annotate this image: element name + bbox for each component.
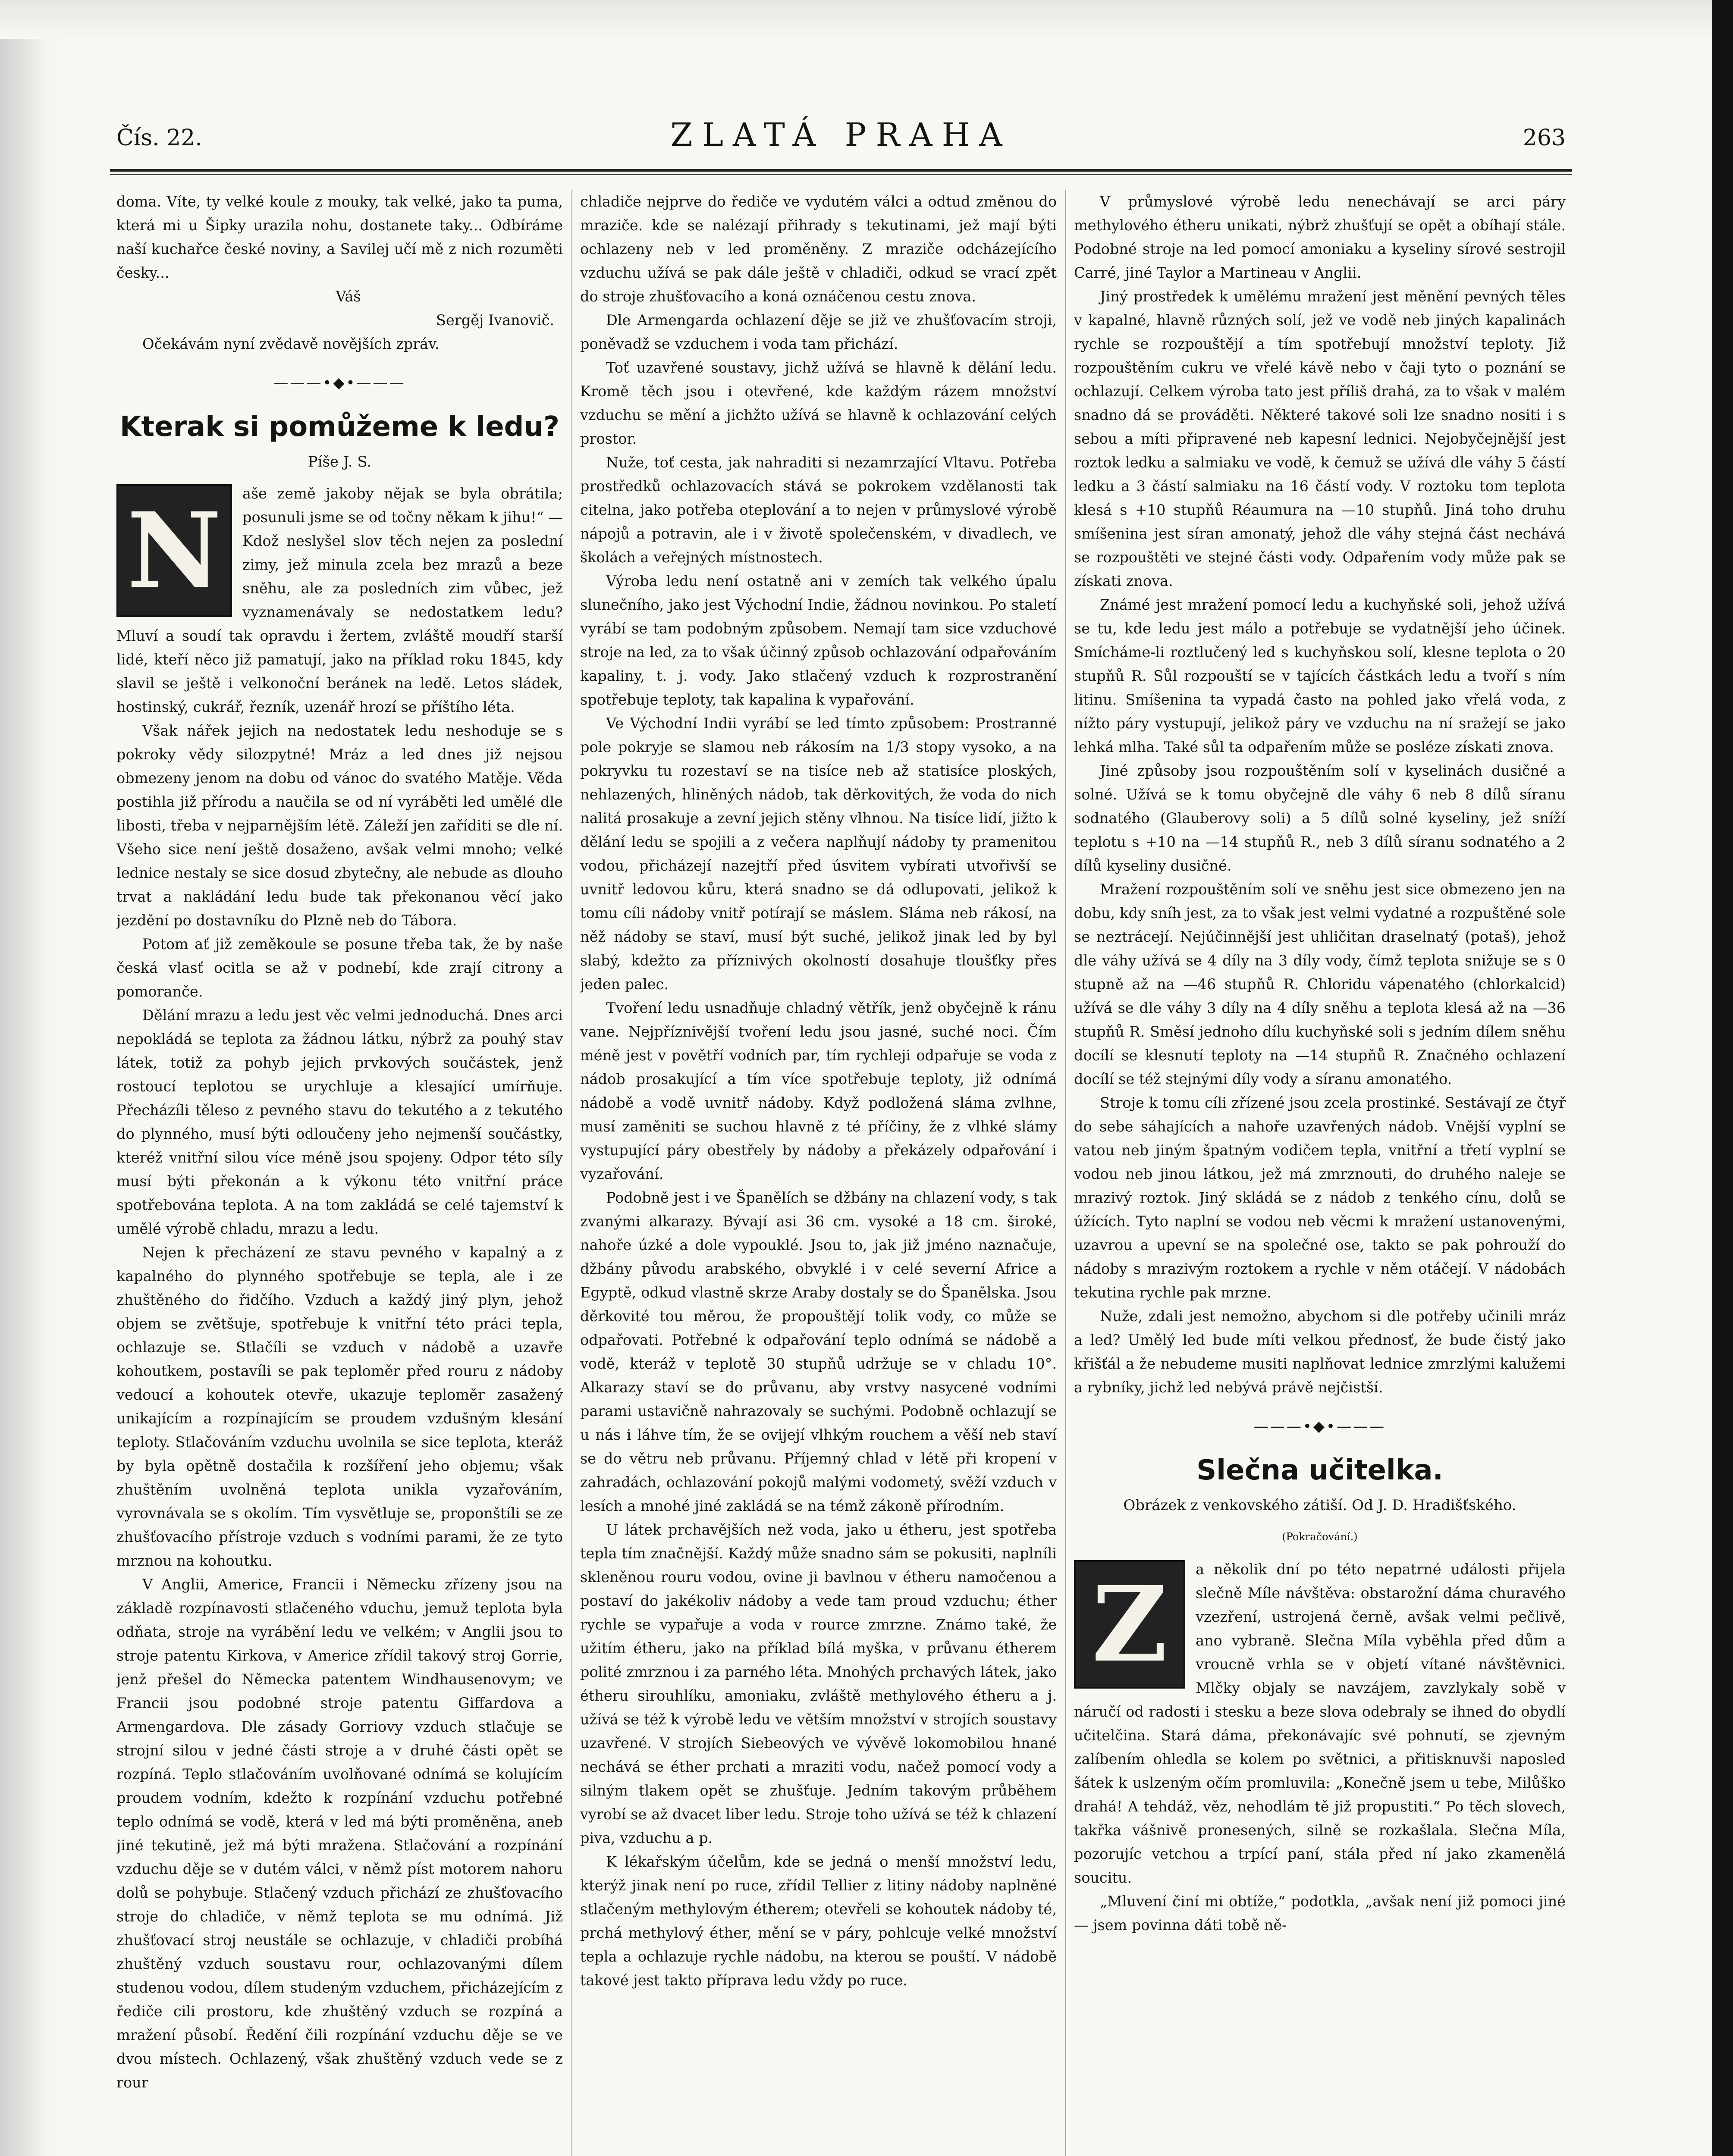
column-1 [116,190,563,2156]
header-rule [110,169,1572,172]
article-title: Kterak si pomůžeme k ledu? [119,411,560,443]
article-paragraph: Podobně jest i ve Španělích se džbány na chlazení vody, s tak zvanými alkarazy. Bývají asi 36 cm. vysoké a 18 cm. široké, nahoře úzké a dole vypouklé. Jsou to, jak již jméno naznačuje, džbány původu arabského, obvyklé i v celé severní Africe a Egyptě, odkud vlastně skrze Araby dostaly se do Španělska. Jsou děrkovité tou měrou, že propouštějí tolik vody, co může se odpařovati. Potřebné k odpařování teplo odnímá se nádobě a vodě, kteráž v teplotě 30 stupňů udržuje se v chladu 10°. Alkarazy staví se do průvanu, aby vrstvy nasycené vodními parami ustavičně nahrazovaly se suchými. Podobně ochlazují se u nás i láhve tím, že se ovijejí vlhkým rouchem a věší neb staví se do větru neb průvanu. Příjemný chlad v létě při kropení v zahradách, ochlazování pokojů malými vodometý, svěží vzduch v lesích a mnohé jiné zakládá se na témž zákoně přírodním. [580,1189,1057,1514]
letter-signature-salutation: Váš [336,288,361,305]
story-title: Slečna učitelka. [1196,1454,1443,1486]
article-paragraph: Nuže, toť cesta, jak nahraditi si nezamrzající Vltavu. Potřeba prostředků ochlazovacích stává se pokrokem vzdělanosti tak citelna, jako potřeba oteplování a to nejen v průmyslové výrobě nápojů a potravin, ale i v životě společenském, v divadlech, ve školách a veřejných místnostech. [580,454,1057,566]
story-byline: Obrázek z venkovského zátiší. Od J. D. Hradišťského. [1123,1497,1516,1514]
article-paragraph: Dle Armengarda ochlazení děje se již ve zhušťovacím stroji, poněvadž se vzduchem i voda tam přichází. [580,312,1057,352]
article-paragraph: Potom ať již zeměkoule se posune třeba tak, že by naše česká vlasť ocitla se až v podnebí, kde zrají citrony a pomoranče. [116,936,563,1000]
article-paragraph: Výroba ledu není ostatně ani v zemích tak velkého úpalu slunečního, jako jest Východní Indie, žádnou novinkou. Po staletí vyrábí se tam podobným způsobem. Nemají tam sice vzduchové stroje na led, za to však účinný způsob ochlazování odpařováním kapaliny, t. j. vody. Jako stlačený vzduch k rozprostranění spotřebuje teploty, tak kapalina k vypařování. [580,573,1057,708]
article-paragraph: chladiče nejprve do řediče ve vydutém válci a odtud změnou do mraziče. kde se nalézají přihrady s tekutinami, jež mají býti ochlazeny neb v led proměněny. Z mraziče odcházejícího vzduchu užívá se pak dále ještě v chladiči, odkud se vrací zpět do stroje zhušťovacího a koná oznáčenou cestu znova. [580,193,1057,305]
ornamental-initial [1074,1560,1185,1689]
ornamental-initial-letter: Z [1092,1564,1168,1685]
header-rule-thin [110,174,1572,175]
article-paragraph: U látek prchavějších než voda, jako u étheru, jest spotřeba tepla tím značnější. Každý může snadno sám se pokusiti, naplníli skleněnou rouru vodou, ovine ji bavlnou v étheru namočenou a postaví do jakékoliv nádoby a vede tam proud vzduchu; éther rychle se vypařuje a voda v rource zmrzne. Známo také, že užitím étheru, jako na příklad bílá myška, v průvanu étherem polité zmrznou i za parného léta. Mnohých prchavých látek, jako étheru sirouhlíku, amoniaku, zvláště methylového étheru a j. užívá se též k výrobě ledu ve větším množství v strojích soustavy uzavřené. V strojích Siebeových ve vývěvě lokomobilou hnané nechává se éther prchati a mraziti vodu, načež pomocí vody a silným tlakem opět se zhušťuje. Jedním takovým průběhem vyrobí se až dvacet liber ledu. Stroje toho užívá se též k chlazení piva, vzduchu a p. [580,1521,1057,1846]
article-paragraph: Stroje k tomu cíli zřízené jsou zcela prostinké. Sestávají ze čtyř do sebe sáhajících a nahoře uzavřených nádob. Vnější vyplní se vatou neb jiným špatným vodičem tepla, vnitřní a třetí vyplní se vodou neb jinou látkou, jež má zmrznouti, do druhého naleje se mrazivý roztok. Jiný skládá se z nádob z tenkého cínu, dolů se úžících. Tyto naplní se vodou neb věcmi k mražení ustanovenými, uzavrou a upevní se na společné ose, takto se pak pohrouží do nádoby s mrazivým roztokem a rychle v něm otáčejí. V nádobách tekutina rychle pak mrzne. [1074,1094,1566,1301]
article-paragraph: V Anglii, Americe, Francii i Německu zřízeny jsou na základě rozpínavosti stlačeného vduchu, jemuž teplota byla odňata, stroje na vyrábění ledu ve velkém; v Anglii jsou to stroje patentu Kirkova, v Americe zřídil takový stroj Gorrie, jenž přešel do Německa patentem Windhausenovym; ve Francii jsou podobné stroje patentu Giffardova a Armengardova. Dle zásady Gorriovy vzduch stlačuje se strojní silou v jedné části stroje a v druhé části opět se rozpíná. Teplo stlačováním uvolňované odnímá se kolujícím proudem vodním, kdežto k rozpínání vzduchu potřebné teplo odnímá se vodě, která v led má býti proměněna, aneb jiné tekutině, jež má býti mražena. Stlačování a rozpínání vzduchu děje se v dutém válci, v němž píst motorem nahoru dolů se pohybuje. Stlačený vzduch přichází ze zhušťovacího stroje do chladiče, v němž teplota se mu odnímá. Již zhušťovací stroj neustále se ochlazuje, v chladiči probíhá zhuštěný vzduch soustavu rour, ochlazovanými dílem studenou vodou, dílem studeným vzduchem, přicházejícím z řediče cili prostoru, kde zhuštěný vzduch se rozpíná a mražení působí. Ředění čili rozpínání vzduchu děje se ve dvou místech. Ochlazený, však zhuštěný vzduch vede se z rour [116,1576,563,2091]
article-paragraph: Ve Východní Indii vyrábí se led tímto způsobem: Prostranné pole pokryje se slamou neb rákosím na 1/3 stopy vysoko, a na pokryvku tu rozestaví se na tisíce neb až statisíce ploských, nehlazených, hliněných nádob, tak děrkovitých, že voda do nich nalitá prosakuje a zevní jejich stěny vlhnou. Na tisíce lidí, jižto k dělání ledu se spojili a z večera naplňují nádoby ty pramenitou vodou, přicházejí nazejtří před úsvitem vybírati utvořivší se uvnitř ledovou kůru, která snadno se dá odlupovati, jelikož k tomu cíli nádoby vnitř potírají se máslem. Sláma neb rákosí, na něž nádoby se staví, musí být suché, jelikož jinak led by byl slabý, kdežto za příznivých okolností dosahuje tloušťky přes jeden palec. [580,715,1057,993]
page-shadow-top [0,0,1733,39]
article-author: Píše J. S. [308,453,372,470]
article-paragraph: K lékařským účelům, kde se jedná o menší množství ledu, kterýž jinak není po ruce, zřídil Tellier z litiny nádoby naplněné stlačeným methylovým étherem; otevřeli se kohoutek nádoby té, prchá methylový éther, mění se v páry, pohlcuje velké množství tepla a ochlazuje rychle nádobu, na kterou se pouští. V nádobě takové jest takto příprava ledu vždy po ruce. [580,1853,1057,1989]
article-paragraph: Nuže, zdali jest nemožno, abychom si dle potřeby učinili mráz a led? Umělý led bude míti velkou přednosť, že bude čistý jako křišťál a že nebudeme musiti naplňovat lednice zmrzlými kalužemi a rybníky, jichž led nebývá právě nejčistší. [1074,1308,1566,1396]
article-paragraph: Známé jest mražení pomocí ledu a kuchyňské soli, jehož užívá se tu, kde ledu jest málo a potřebuje se vydatnější jeho účinek. Smícháme-li roztlučený led s kuchyňskou solí, klesne teplota o 20 stupňů R. Sůl rozpouští se v tajících částkách ledu a tvoří s ním litinu. Smíšenina ta vypadá často na pohled jako vřelá voda, z nížto páry vystupují, jelikož páry ve vzduchu na ní sražejí se jako lehká mlha. Také sůl ta odpařením může se posléze získati znova. [1074,596,1566,755]
article-paragraph: Jiné způsoby jsou rozpouštěním solí v kyselinách dusičné a solné. Užívá se k tomu obyčejně dle váhy 6 neb 8 dílů síranu sodnatého (Glauberovy soli) a 5 dílů solné kyseliny, jež sníží teplotu s +10 na —14 stupňů R., neb 3 dílů síranu sodnatého a 2 dílů kyseliny dusičné. [1074,762,1566,874]
ornamental-initial [116,484,232,617]
story-paragraph: „Mluvení činí mi obtíže,“ podotkla, „avšak není již pomoci jiné — jsem povinna dáti tobě ně- [1074,1893,1566,1934]
column-2 [580,190,1057,2156]
page-shadow-left [0,0,65,2156]
page-edge-right [1712,0,1733,2156]
issue-number: Čís. 22. [116,125,202,151]
article-paragraph: Dělání mrazu a ledu jest věc velmi jednoduchá. Dnes arci nepokládá se teplota za žádnou látku, nýbrž za pouhý stav látek, totiž za pohyb jejich prvkových součástek, jenž rostoucí teplotou se urychluje a klesající umírňuje. Přecházíli těleso z pevného stavu do tekutého a z tekutého do plynného, musí býti odloučeny jeho nejmenší součástky, kteréž vnitřní silou více méně jsou spojeny. Odpor této síly musí býti překonán a k výkonu této vnitřní práce spotřebována teplota. A na tom zakládá se celé tajemství k umělé výrobě chladu, mrazu a ledu. [116,1007,563,1237]
section-ornament: ———•◆•——— [1253,1418,1386,1435]
article-paragraph: Však nářek jejich na nedostatek ledu neshoduje se s pokroky vědy silozpytné! Mráz a led dnes již nejsou obmezeny jenom na dobu od vánoc do svatého Matěje. Věda postihla již přírodu a naučila se od ní vyráběti led umělé dle libosti, třeba v nejparnějším létě. Záleží jen zaříditi se dle ní. Všeho sice není ještě dosaženo, avšak velmi mnoho; velké lednice nestaly se sice dosud zbytečny, ale nebude as dlouho trvat a nakládání ledu bude tak překonanou věcí jako jezdění po dostavníku do Plzně neb do Tábora. [116,722,563,929]
column-divider-1 [571,190,572,2156]
article-paragraph: Mražení rozpouštěním solí ve sněhu jest sice obmezeno jen na dobu, kdy sníh jest, za to však jest velmi vydatné a rozpuštěné sole se neztrácejí. Nejúčinnější jest uhličitan draselnatý (potaš), jehož dle váhy užívá se 4 díly na 3 díly vody, čímž teplota snižuje se s 0 stupně až na —46 stupňů R. Chloridu vápenatého (chlorkalcid) užívá se dle váhy 3 díly na 4 díly sněhu a teplota klesá až na —36 stupňů R. Směsí jednoho dílu kuchyňské soli s jedním dílem sněhu docílí se klesnutí teploty na —14 stupňů R. Značného ochlazení docílí se též stejnými díly vody a síranu amonatého. [1074,881,1566,1087]
page-header [116,116,1566,164]
column-divider-2 [1065,190,1066,2156]
article-paragraph: Toť uzavřené soustavy, jichž užívá se hlavně k dělání ledu. Kromě těch jsou i otevřené, kde každým rázem množství vzduchu se mění a jichžto užívá se hlavně k ochlazování celých prostor. [580,359,1057,447]
column-3 [1074,190,1566,2156]
ornamental-initial-letter: N [127,490,222,611]
article-paragraph: Tvoření ledu usnadňuje chladný větřík, jenž obyčejně k ránu vane. Nejpříznivější tvoření ledu jsou jasné, suché noci. Čím méně jest v povětří vodních par, tím rychleji odpařuje se voda z nádob prosakující a tím více spotřebuje teploty, již odnímá nádobě a vodě uvnitř nádoby. Když podložená sláma zvlhne, musí zaměniti se suchou hlavně z té příčiny, že z vlhké slámy vystupující páry obestřely by nádoby a překázely odpařování i vyzařování. [580,1000,1057,1182]
section-ornament: ———•◆•——— [273,374,406,392]
article-paragraph: Jiný prostředek k umělému mražení jest měnění pevných těles v kapalné, hlavně různých solí, jež ve vodě neb jiných kapalinách rychle se rozpouštějí a tím spotřebují množství teploty. Již rozpouštěním cukru ve vřelé kávě nebo v čaji tyto o poznání se ochlazují. Celkem výroba tato jest příliš drahá, za to však v malém snadno dá se prováděti. Některé takové soli lze snadno nositi i s sebou a míti připravené neb kapesní lednici. Nejobyčejnější jest roztok ledku a salmiaku ve vodě, k čemuž se užívá dle váhy 5 částí ledku a 3 částí salmiaku na 16 částí vody. V roztoku tom teplota klesá s +10 stupňů Réaumura na —10 stupňů. Jiná toho druhu smíšenina jest síran amonatý, jehož dle váhy stejná část nechává se rozpouštěti ve stejné části vody. Odpařením vody může pak se získati znova. [1074,288,1566,589]
editorial-note: Očekávám nyní zvědavě novějších zpráv. [142,335,440,352]
article-paragraph: aše země jakoby nějak se byla obrátila; posunuli jsme se od točny někam k jihu!“ — Kdož neslyšel slov těch nejen za poslední zimy, jež minula zcela bez mrazů a beze sněhu, ale za posledních zim vůbec, jež vyznamenávaly se nedostatkem ledu? Mluví a soudí tak opravdu i žertem, zvláště moudří starší lidé, kteří něco již pamatují, jako na příklad roku 1845, kdy slavil se ještě i velkonoční beránek na ledě. Letos sládek, hostinský, cukrář, řezník, uzenář hrozí se příštího léta. [116,485,563,715]
story-paragraph: a několik dní po této nepatrné události přijela slečně Míle návštěva: obstarožní dáma churavého vzezření, ustrojená černě, avšak velmi pečlivě, ano vybraně. Slečna Míla vyběhla před dům a vroucně vrhla se v objetí vítané návštěvnici. Mlčky objaly se navzájem, zavzlykaly sobě v náručí od radosti i stesku a beze slova odebraly se ihned do obydlí učitelčina. Stará dáma, překonávajíc své pohnutí, se zjevným zalíbením ohledla se kolem po světnici, a přitisknuvši naposled šátek k uslzeným očím promluvila: „Konečně jsem u tebe, Milůško drahá! A tehdáž, věz, nehodlám tě již propustiti.“ Po těch slovech, takřka vášnivě pronesených, silně se rozkašlala. Slečna Míla, pozorujíc vetchou a trpící paní, stála před ní jako zkamenělá soucitu. [1074,1561,1566,1886]
masthead: ZLATÁ PRAHA [670,116,1012,154]
letter-text: doma. Víte, ty velké koule z mouky, tak velké, jako ta puma, která mi u Šipky urazila nohu, dostanete taky... Odbíráme naší kuchařce české noviny, a Savilej učí mě z nich rozuměti česky... [116,193,563,281]
page-number: 263 [1523,125,1566,151]
letter-signature: Sergěj Ivanovič. [436,312,554,329]
article-paragraph: V průmyslové výrobě ledu nenechávají se arci páry methylového étheru unikati, nýbrž zhušťují se opět a obíhají stále. Podobné stroje na led pomocí amoniaku a kyseliny sírové sestrojil Carré, jiné Taylor a Martineau v Anglii. [1074,193,1566,281]
article-paragraph: Nejen k přecházení ze stavu pevného v kapalný a z kapalného do plynného spotřebuje se tepla, ale i ze zhuštěného do řidčího. Vzduch a každý jiný plyn, jehož objem se zvětšuje, spotřebuje k vnitřní této práci tepla, ochlazuje se. Stlačíli se vzduch v nádobě a uzavře kohoutkem, postavíli se pak teploměr před rouru z nádoby vedoucí a kohoutek otevře, ukazuje teploměr zasažený unikajícím a rozpínajícím se proudem vzdušným klesání teploty. Stlačováním vzduchu uvolnila se sice teplota, kteráž by byla opětně dostačila k rozšíření jeho objemu; však zhuštěním uvolněná teplota unikla vyzařováním, vyrovnávala se s okolím. Tím vysvětluje se, proponštíli se ze zhušťovacího přístroje vzduch s vodními parami, že ze tyto mrznou na kohoutku. [116,1244,563,1569]
story-continuation-note: (Pokračování.) [1282,1531,1358,1543]
